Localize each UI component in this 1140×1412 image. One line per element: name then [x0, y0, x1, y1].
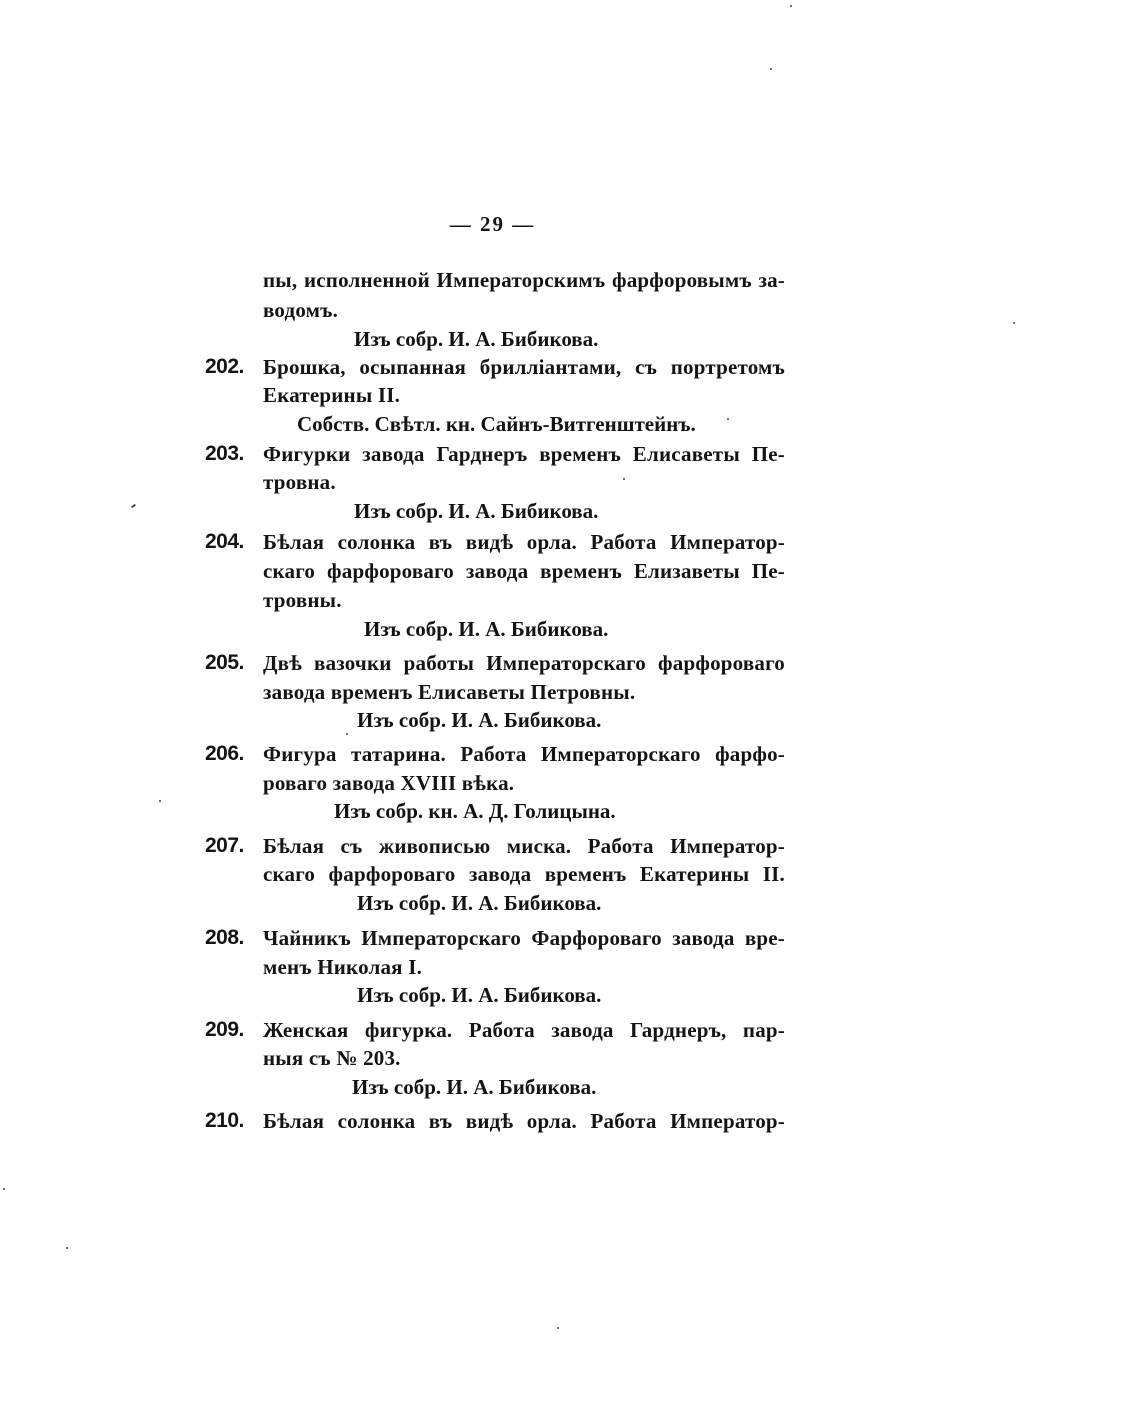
text-line: роваго завода XVIII вѣка. — [263, 771, 515, 795]
text-line: Бѣлая съ живописью миска. Работа Император- — [263, 834, 785, 858]
text-line: Бѣлая солонка въ видѣ орла. Работа Император- — [263, 530, 785, 554]
source-line: Изъ собр. И. А. Бибикова. — [354, 499, 599, 523]
entry-number: 209. — [205, 1018, 244, 1041]
scan-speck — [727, 418, 729, 420]
source-line: Изъ собр. И. А. Бибикова. — [364, 617, 609, 641]
source-line: Изъ собр. И. А. Бибикова. — [354, 327, 599, 351]
text-line: ныя съ № 203. — [263, 1046, 401, 1070]
text-line: завода временъ Елисаветы Петровны. — [263, 680, 636, 704]
text-line: водомъ. — [263, 298, 339, 322]
entry-number: 204. — [205, 530, 244, 553]
text-line: Женская фигурка. Работа завода Гарднеръ, пар- — [263, 1018, 785, 1042]
text-line: Двѣ вазочки работы Императорскаго фарфороваго — [263, 651, 785, 675]
entry-number: 202. — [205, 355, 244, 378]
scan-speck — [623, 478, 625, 480]
source-line: Изъ собр. И. А. Бибикова. — [357, 708, 602, 732]
source-line: Изъ собр. кн. А. Д. Голицына. — [334, 799, 616, 823]
source-line: Собств. Свѣтл. кн. Сайнъ-Витгенштейнъ. — [297, 412, 696, 436]
scan-speck — [66, 1247, 68, 1249]
text-line: тровны. — [263, 588, 342, 612]
text-line: пы, исполненной Императорскимъ фарфоровымъ за- — [263, 268, 785, 292]
scan-speck — [131, 504, 136, 509]
text-line: скаго фарфороваго завода временъ Екатерины II. — [263, 862, 785, 886]
entry-number: 210. — [205, 1109, 244, 1132]
scan-speck — [790, 5, 792, 7]
scan-speck — [557, 1327, 559, 1329]
text-line: Фигурки завода Гарднеръ временъ Елисаветы Пе- — [263, 442, 785, 466]
scan-speck — [770, 68, 772, 70]
text-line: Фигура татарина. Работа Императорскаго фарфо- — [263, 742, 785, 766]
text-line: Чайникъ Императорскаго Фарфороваго завода вре- — [263, 926, 785, 950]
entry-number: 205. — [205, 651, 244, 674]
text-line: Брошка, осыпанная брилліантами, съ портретомъ — [263, 355, 785, 379]
source-line: Изъ собр. И. А. Бибикова. — [357, 983, 602, 1007]
text-line: Екатерины II. — [263, 383, 401, 407]
entry-number: 206. — [205, 742, 244, 765]
source-line: Изъ собр. И. А. Бибикова. — [352, 1075, 597, 1099]
entry-number: 208. — [205, 926, 244, 949]
scan-speck — [3, 1188, 5, 1190]
scan-speck — [159, 800, 161, 802]
text-line: скаго фарфороваго завода временъ Елизаветы Пе- — [263, 559, 785, 583]
entry-number: 207. — [205, 834, 244, 857]
scan-speck — [1013, 322, 1015, 324]
text-line: менъ Николая I. — [263, 955, 423, 979]
scan-speck — [346, 733, 348, 735]
page-number: — 29 — — [449, 212, 536, 236]
source-line: Изъ собр. И. А. Бибикова. — [357, 891, 602, 915]
text-line: Бѣлая солонка въ видѣ орла. Работа Император- — [263, 1109, 785, 1133]
text-line: тровна. — [263, 470, 336, 494]
entry-number: 203. — [205, 442, 244, 465]
